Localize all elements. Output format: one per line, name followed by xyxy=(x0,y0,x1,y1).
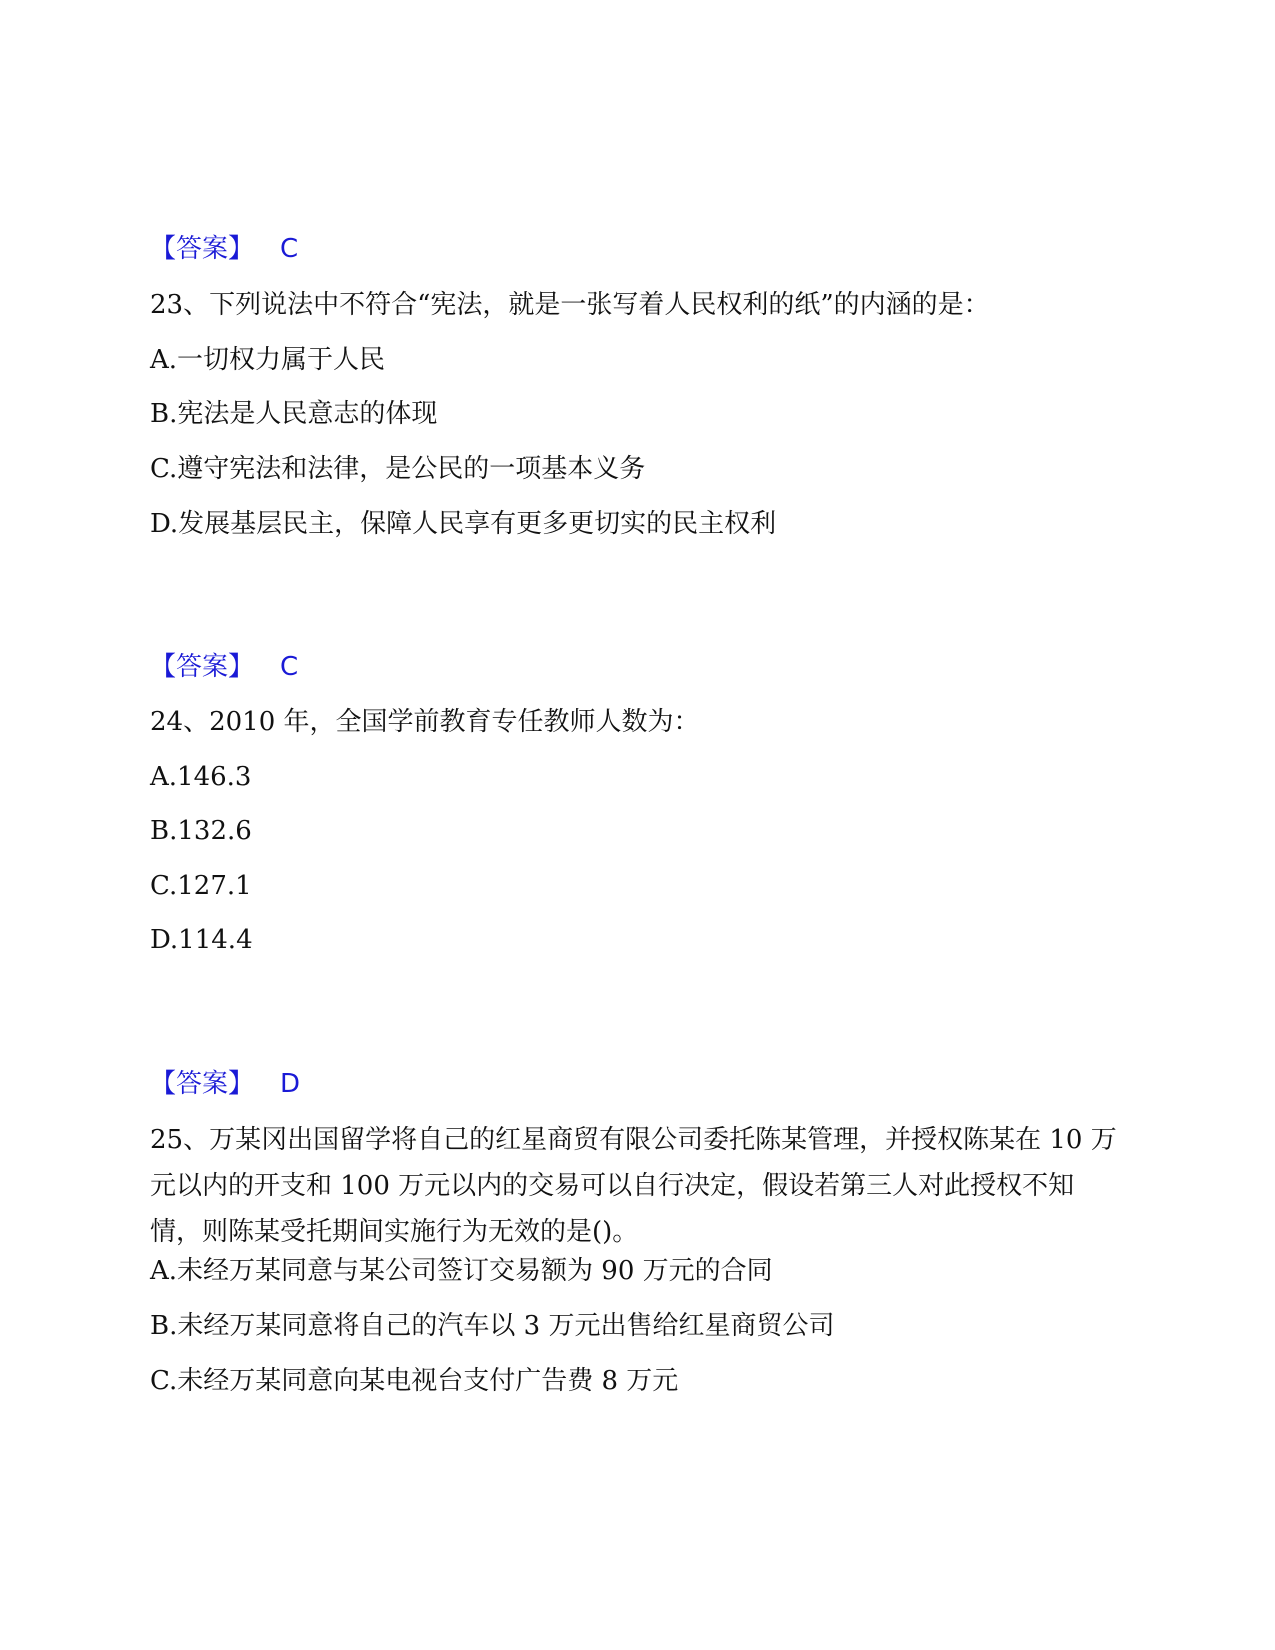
question-24-option-b: B.132.6 xyxy=(150,816,252,846)
answer-line-23 xyxy=(150,648,298,686)
answer-label: 【答案】 xyxy=(150,234,255,264)
question-24-option-d: D.114.4 xyxy=(150,925,253,955)
answer-value: D xyxy=(280,1069,301,1099)
question-23-option-d: D.发展基层民主，保障人民享有更多更切实的民主权利 xyxy=(150,509,777,539)
answer-value: C xyxy=(280,234,299,264)
question-24-option-c: C.127.1 xyxy=(150,871,252,901)
answer-value: C xyxy=(280,652,299,682)
question-23-option-b: B.宪法是人民意志的体现 xyxy=(150,399,438,429)
question-23: 23、下列说法中不符合“宪法，就是一张写着人民权利的纸”的内涵的是： xyxy=(150,290,990,320)
question-25-option-c: C.未经万某同意向某电视台支付广告费 8 万元 xyxy=(150,1366,679,1396)
answer-label: 【答案】 xyxy=(150,1069,255,1099)
question-23-option-a: A.一切权力属于人民 xyxy=(150,345,386,375)
question-24: 24、2010 年，全国学前教育专任教师人数为： xyxy=(150,707,700,737)
question-24-option-a: A.146.3 xyxy=(150,762,252,792)
answer-line-22 xyxy=(150,230,298,268)
question-25-option-a: A.未经万某同意与某公司签订交易额为 90 万元的合同 xyxy=(150,1256,773,1286)
question-25-option-b: B.未经万某同意将自己的汽车以 3 万元出售给红星商贸公司 xyxy=(150,1311,835,1341)
question-25: 25、万某冈出国留学将自己的红星商贸有限公司委托陈某管理，并授权陈某在 10 万元以内的开支和 100 万元以内的交易可以自行决定，假设若第三人对此授权不知情，则陈某受托期间实施行为无效的是()。 xyxy=(150,1125,1117,1247)
answer-label: 【答案】 xyxy=(150,652,255,682)
question-23-option-c: C.遵守宪法和法律，是公民的一项基本义务 xyxy=(150,454,646,484)
answer-line-24 xyxy=(150,1065,300,1103)
